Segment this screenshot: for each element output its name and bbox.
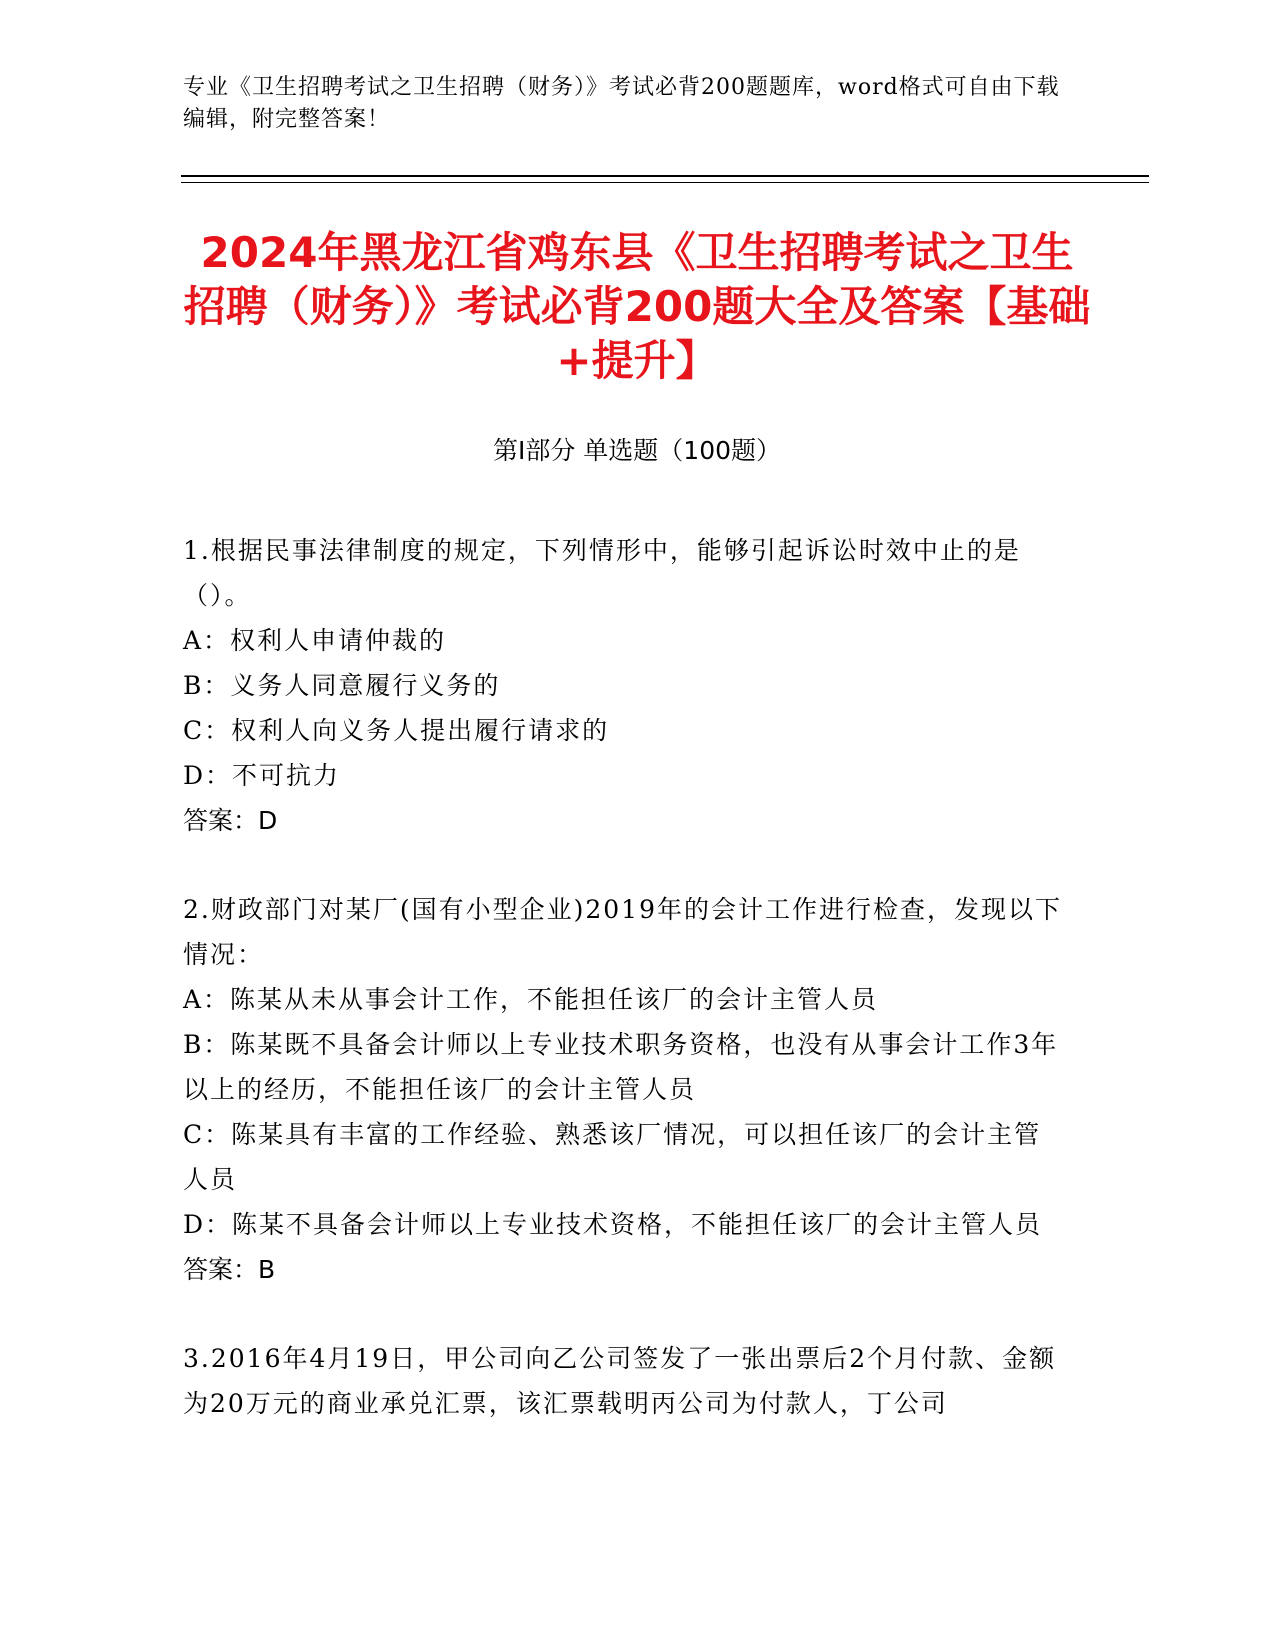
question-stem: 3.2016年4月19日，甲公司向乙公司签发了一张出票后2个月付款、金额为20万元的商业承兑汇票，该汇票载明丙公司为付款人，丁公司	[183, 1344, 1057, 1418]
question-3	[183, 1336, 1063, 1426]
section-heading: 第I部分 单选题（100题）	[492, 436, 782, 465]
option-c: C：权利人向义务人提出履行请求的	[183, 716, 610, 745]
document-title: 2024年黑龙江省鸡东县《卫生招聘考试之卫生招聘（财务）》考试必背200题大全及答案【基础+提升】	[183, 228, 1091, 385]
option-a: A：权利人申请仲裁的	[183, 626, 447, 655]
option-d: D：不可抗力	[183, 761, 341, 790]
question-stem: 2.财政部门对某厂(国有小型企业)2019年的会计工作进行检查，发现以下情况：	[183, 895, 1062, 969]
question-list	[183, 528, 1063, 1470]
option-a: A：陈某从未从事会计工作，不能担任该厂的会计主管人员	[183, 985, 879, 1014]
option-c: C：陈某具有丰富的工作经验、熟悉该厂情况，可以担任该厂的会计主管人员	[183, 1120, 1042, 1194]
header-divider-thin	[181, 182, 1149, 183]
header-note: 专业《卫生招聘考试之卫生招聘（财务）》考试必背200题题库，word格式可自由下载编辑，附完整答案！	[183, 75, 1060, 132]
question-1	[183, 528, 1063, 843]
header-divider-thick	[181, 175, 1149, 177]
option-b: B：义务人同意履行义务的	[183, 671, 501, 700]
option-b: B：陈某既不具备会计师以上专业技术职务资格，也没有从事会计工作3年以上的经历，不能担任该厂的会计主管人员	[183, 1030, 1059, 1104]
question-stem: 1.根据民事法律制度的规定，下列情形中，能够引起诉讼时效中止的是（）。	[183, 536, 1021, 610]
option-d: D：陈某不具备会计师以上专业技术资格，不能担任该厂的会计主管人员	[183, 1210, 1043, 1239]
answer-line: 答案：B	[183, 1255, 276, 1284]
question-2	[183, 887, 1063, 1292]
answer-line: 答案：D	[183, 806, 278, 835]
